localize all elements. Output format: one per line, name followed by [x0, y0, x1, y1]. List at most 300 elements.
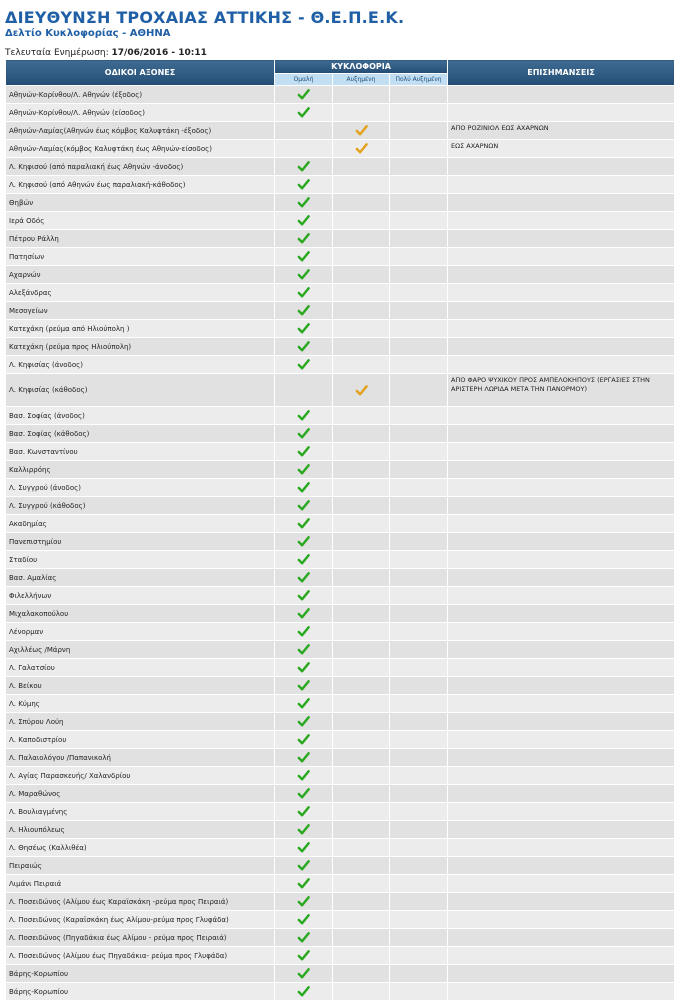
checkmark-icon [297, 268, 310, 281]
table-row [6, 248, 674, 266]
note-cell [448, 248, 674, 266]
checkmark-icon [297, 661, 310, 674]
note-cell [448, 356, 674, 374]
status-normal-cell [275, 122, 333, 140]
road-name: Μεσογείων [6, 302, 275, 320]
status-normal-cell [275, 302, 333, 320]
road-name: Λ. Σπύρου Λούη [6, 713, 275, 731]
status-increased-cell [333, 893, 390, 911]
table-row [6, 338, 674, 356]
status-very-high-cell [390, 461, 448, 479]
status-very-high-cell [390, 785, 448, 803]
status-normal-cell [275, 479, 333, 497]
status-very-high-cell [390, 641, 448, 659]
note-cell [448, 320, 674, 338]
status-normal-cell [275, 461, 333, 479]
road-name: Λ. Κηφισίας (άνοδος) [6, 356, 275, 374]
road-name: Κατεχάκη (ρεύμα από Ηλιούπολη ) [6, 320, 275, 338]
road-name: Ακαδημίας [6, 515, 275, 533]
checkmark-icon [297, 304, 310, 317]
status-normal-cell [275, 425, 333, 443]
table-row [6, 533, 674, 551]
road-name: Λ. Θησέως (Καλλιθέα) [6, 839, 275, 857]
note-cell [448, 461, 674, 479]
checkmark-icon [297, 232, 310, 245]
status-normal-cell [275, 194, 333, 212]
status-normal-cell [275, 497, 333, 515]
status-normal-cell [275, 86, 333, 104]
road-name: Ιερά Οδός [6, 212, 275, 230]
table-row [6, 911, 674, 929]
status-very-high-cell [390, 194, 448, 212]
table-row [6, 677, 674, 695]
checkmark-icon [355, 384, 368, 397]
status-very-high-cell [390, 731, 448, 749]
status-increased-cell [333, 248, 390, 266]
status-increased-cell [333, 587, 390, 605]
status-very-high-cell [390, 443, 448, 461]
status-very-high-cell [390, 140, 448, 158]
table-row [6, 641, 674, 659]
status-increased-cell [333, 803, 390, 821]
status-increased-cell [333, 212, 390, 230]
table-row [6, 785, 674, 803]
checkmark-icon [355, 124, 368, 137]
status-increased-cell [333, 320, 390, 338]
note-cell: ΑΠΟ ΡΟΖΙΝΙΟΛ ΕΩΣ ΑΧΑΡΝΩΝ [448, 122, 674, 140]
status-increased-cell [333, 266, 390, 284]
note-cell [448, 407, 674, 425]
checkmark-icon [297, 733, 310, 746]
status-increased-cell [333, 497, 390, 515]
status-normal-cell [275, 587, 333, 605]
status-very-high-cell [390, 713, 448, 731]
note-cell [448, 785, 674, 803]
road-name: Λ. Γαλατσίου [6, 659, 275, 677]
status-normal-cell [275, 767, 333, 785]
status-normal-cell [275, 659, 333, 677]
status-very-high-cell [390, 374, 448, 407]
note-cell [448, 947, 674, 965]
table-row [6, 893, 674, 911]
checkmark-icon [297, 553, 310, 566]
table-row [6, 104, 674, 122]
status-normal-cell [275, 605, 333, 623]
road-name: Λ. Συγγρού (κάθοδος) [6, 497, 275, 515]
status-normal-cell [275, 641, 333, 659]
table-row [6, 803, 674, 821]
road-name: Αθηνών-Λαμίας(κόμβος Καλυφτάκη έως Αθηνών-είσοδος) [6, 140, 275, 158]
table-row [6, 857, 674, 875]
table-row [6, 122, 674, 140]
status-very-high-cell [390, 248, 448, 266]
status-increased-cell [333, 623, 390, 641]
status-normal-cell [275, 911, 333, 929]
status-increased-cell [333, 983, 390, 1001]
status-very-high-cell [390, 983, 448, 1001]
status-increased-cell [333, 515, 390, 533]
table-row [6, 194, 674, 212]
checkmark-icon [297, 196, 310, 209]
checkmark-icon [297, 517, 310, 530]
status-normal-cell [275, 875, 333, 893]
road-name: Λ. Βουλιαγμένης [6, 803, 275, 821]
checkmark-icon [297, 859, 310, 872]
note-cell [448, 176, 674, 194]
road-name: Καλλιρρόης [6, 461, 275, 479]
table-row [6, 569, 674, 587]
checkmark-icon [297, 358, 310, 371]
status-very-high-cell [390, 893, 448, 911]
status-normal-cell [275, 407, 333, 425]
note-cell [448, 284, 674, 302]
table-row [6, 266, 674, 284]
header-roads: ΟΔΙΚΟΙ ΑΞΟΝΕΣ [6, 60, 275, 86]
road-name: Βάρης-Κορωπίου [6, 965, 275, 983]
status-normal-cell [275, 176, 333, 194]
status-increased-cell [333, 911, 390, 929]
status-increased-cell [333, 731, 390, 749]
status-normal-cell [275, 374, 333, 407]
header-notes: ΕΠΙΣΗΜΑΝΣΕΙΣ [448, 60, 674, 86]
note-cell [448, 731, 674, 749]
checkmark-icon [297, 340, 310, 353]
status-very-high-cell [390, 176, 448, 194]
note-cell [448, 641, 674, 659]
status-increased-cell [333, 176, 390, 194]
table-row [6, 587, 674, 605]
checkmark-icon [297, 409, 310, 422]
checkmark-icon [297, 427, 310, 440]
table-row [6, 461, 674, 479]
note-cell: ΕΩΣ ΑΧΑΡΝΩΝ [448, 140, 674, 158]
road-name: Αχαρνών [6, 266, 275, 284]
status-increased-cell [333, 140, 390, 158]
note-cell [448, 749, 674, 767]
status-very-high-cell [390, 212, 448, 230]
checkmark-icon [297, 949, 310, 962]
table-row [6, 821, 674, 839]
status-normal-cell [275, 230, 333, 248]
note-cell [448, 515, 674, 533]
status-very-high-cell [390, 677, 448, 695]
checkmark-icon [297, 787, 310, 800]
road-name: Πανεπιστημίου [6, 533, 275, 551]
last-update-value: 17/06/2016 - 10:11 [112, 48, 207, 58]
table-row [6, 623, 674, 641]
table-row [6, 713, 674, 731]
table-row [6, 749, 674, 767]
table-row [6, 425, 674, 443]
checkmark-icon [297, 463, 310, 476]
status-normal-cell [275, 623, 333, 641]
note-cell [448, 158, 674, 176]
status-very-high-cell [390, 425, 448, 443]
checkmark-icon [297, 625, 310, 638]
road-name: Αθηνών-Λαμίας(Αθηνών έως κόμβος Καλυφτάκη -έξοδος) [6, 122, 275, 140]
status-very-high-cell [390, 695, 448, 713]
status-very-high-cell [390, 947, 448, 965]
page-subtitle: Δελτίο Κυκλοφορίας - ΑΘΗΝΑ [5, 28, 170, 39]
status-very-high-cell [390, 497, 448, 515]
status-increased-cell [333, 767, 390, 785]
road-name: Λένορμαν [6, 623, 275, 641]
status-increased-cell [333, 947, 390, 965]
status-increased-cell [333, 461, 390, 479]
status-very-high-cell [390, 623, 448, 641]
traffic-table [5, 59, 674, 1001]
status-normal-cell [275, 320, 333, 338]
status-increased-cell [333, 230, 390, 248]
status-increased-cell [333, 695, 390, 713]
road-name: Αχιλλέως /Μάρνη [6, 641, 275, 659]
table-row [6, 140, 674, 158]
status-very-high-cell [390, 407, 448, 425]
checkmark-icon [355, 142, 368, 155]
note-cell [448, 479, 674, 497]
road-name: Λ. Κηφισού (από Αθηνών έως παραλιακή-κάθοδος) [6, 176, 275, 194]
note-cell [448, 194, 674, 212]
table-row [6, 479, 674, 497]
status-very-high-cell [390, 533, 448, 551]
checkmark-icon [297, 481, 310, 494]
checkmark-icon [297, 769, 310, 782]
status-normal-cell [275, 947, 333, 965]
status-increased-cell [333, 659, 390, 677]
status-very-high-cell [390, 479, 448, 497]
status-increased-cell [333, 479, 390, 497]
note-cell [448, 266, 674, 284]
status-normal-cell [275, 266, 333, 284]
road-name: Κατεχάκη (ρεύμα προς Ηλιούπολη) [6, 338, 275, 356]
checkmark-icon [297, 643, 310, 656]
status-increased-cell [333, 857, 390, 875]
table-row [6, 374, 674, 407]
status-very-high-cell [390, 284, 448, 302]
table-row [6, 839, 674, 857]
checkmark-icon [297, 895, 310, 908]
status-increased-cell [333, 338, 390, 356]
checkmark-icon [297, 160, 310, 173]
table-row [6, 965, 674, 983]
status-increased-cell [333, 713, 390, 731]
note-cell [448, 857, 674, 875]
table-row [6, 302, 674, 320]
checkmark-icon [297, 178, 310, 191]
road-name: Θηβών [6, 194, 275, 212]
status-normal-cell [275, 356, 333, 374]
note-cell [448, 767, 674, 785]
note-cell [448, 425, 674, 443]
status-very-high-cell [390, 821, 448, 839]
status-normal-cell [275, 785, 333, 803]
status-increased-cell [333, 158, 390, 176]
road-name: Λ. Βείκου [6, 677, 275, 695]
table-row [6, 230, 674, 248]
table-row [6, 659, 674, 677]
road-name: Λ. Ποσειδώνος (Πηγαδάκια έως Αλίμου - ρεύμα προς Πειραιά) [6, 929, 275, 947]
note-cell [448, 443, 674, 461]
note-cell [448, 983, 674, 1001]
status-very-high-cell [390, 104, 448, 122]
checkmark-icon [297, 985, 310, 998]
road-name: Λ. Ποσειδώνος (Αλίμου έως Πηγαδάκια- ρεύμα προς Γλυφάδα) [6, 947, 275, 965]
status-very-high-cell [390, 875, 448, 893]
table-row [6, 443, 674, 461]
road-name: Λ. Μαραθώνος [6, 785, 275, 803]
status-normal-cell [275, 338, 333, 356]
checkmark-icon [297, 535, 310, 548]
checkmark-icon [297, 697, 310, 710]
status-very-high-cell [390, 320, 448, 338]
status-normal-cell [275, 821, 333, 839]
checkmark-icon [297, 823, 310, 836]
status-increased-cell [333, 875, 390, 893]
status-increased-cell [333, 443, 390, 461]
note-cell [448, 623, 674, 641]
status-normal-cell [275, 731, 333, 749]
table-row [6, 212, 674, 230]
status-normal-cell [275, 533, 333, 551]
status-very-high-cell [390, 356, 448, 374]
status-normal-cell [275, 569, 333, 587]
road-name: Βασ. Κωνσταντίνου [6, 443, 275, 461]
status-very-high-cell [390, 803, 448, 821]
status-increased-cell [333, 569, 390, 587]
road-name: Αλεξάνδρας [6, 284, 275, 302]
status-normal-cell [275, 140, 333, 158]
status-normal-cell [275, 677, 333, 695]
note-cell [448, 803, 674, 821]
status-increased-cell [333, 302, 390, 320]
status-very-high-cell [390, 749, 448, 767]
status-very-high-cell [390, 230, 448, 248]
status-normal-cell [275, 965, 333, 983]
status-increased-cell [333, 749, 390, 767]
table-row [6, 497, 674, 515]
note-cell [448, 659, 674, 677]
status-increased-cell [333, 374, 390, 407]
road-name: Λ. Συγγρού (άνοδος) [6, 479, 275, 497]
status-very-high-cell [390, 266, 448, 284]
last-update [5, 48, 207, 58]
note-cell [448, 497, 674, 515]
checkmark-icon [297, 805, 310, 818]
road-name: Λ. Κηφισού (από παραλιακή έως Αθηνών -άνοδος) [6, 158, 275, 176]
status-normal-cell [275, 713, 333, 731]
note-cell [448, 212, 674, 230]
status-very-high-cell [390, 965, 448, 983]
table-row [6, 284, 674, 302]
note-cell [448, 302, 674, 320]
note-cell [448, 875, 674, 893]
checkmark-icon [297, 214, 310, 227]
note-cell [448, 587, 674, 605]
note-cell [448, 569, 674, 587]
table-row [6, 407, 674, 425]
status-increased-cell [333, 194, 390, 212]
checkmark-icon [297, 499, 310, 512]
status-increased-cell [333, 407, 390, 425]
status-increased-cell [333, 356, 390, 374]
road-name: Πειραιώς [6, 857, 275, 875]
status-normal-cell [275, 893, 333, 911]
road-name: Μιχαλακοπούλου [6, 605, 275, 623]
status-normal-cell [275, 248, 333, 266]
road-name: Λ. Κύμης [6, 695, 275, 713]
checkmark-icon [297, 589, 310, 602]
status-normal-cell [275, 839, 333, 857]
checkmark-icon [297, 571, 310, 584]
road-name: Σταδίου [6, 551, 275, 569]
status-increased-cell [333, 965, 390, 983]
note-cell [448, 533, 674, 551]
checkmark-icon [297, 250, 310, 263]
road-name: Λ. Ηλιουπόλεως [6, 821, 275, 839]
road-name: Πέτρου Ράλλη [6, 230, 275, 248]
road-name: Αθηνών-Κορίνθου/Λ. Αθηνών (έξοδος) [6, 86, 275, 104]
status-increased-cell [333, 839, 390, 857]
status-normal-cell [275, 749, 333, 767]
table-row [6, 515, 674, 533]
status-increased-cell [333, 122, 390, 140]
status-very-high-cell [390, 857, 448, 875]
road-name: Λ. Κηφισίας (κάθοδος) [6, 374, 275, 407]
table-row [6, 983, 674, 1001]
road-name: Φιλελλήνων [6, 587, 275, 605]
header-increased: Αυξημένη [333, 73, 390, 85]
status-very-high-cell [390, 605, 448, 623]
table-row [6, 86, 674, 104]
checkmark-icon [297, 715, 310, 728]
table-row [6, 356, 674, 374]
table-row [6, 731, 674, 749]
checkmark-icon [297, 607, 310, 620]
status-normal-cell [275, 104, 333, 122]
header-normal: Ομαλή [275, 73, 333, 85]
note-cell [448, 695, 674, 713]
road-name: Λ. Καποδιστρίου [6, 731, 275, 749]
status-increased-cell [333, 785, 390, 803]
note-cell [448, 821, 674, 839]
status-increased-cell [333, 551, 390, 569]
table-row [6, 605, 674, 623]
status-very-high-cell [390, 515, 448, 533]
status-very-high-cell [390, 302, 448, 320]
table-row [6, 875, 674, 893]
status-very-high-cell [390, 587, 448, 605]
status-increased-cell [333, 677, 390, 695]
road-name: Βασ. Αμαλίας [6, 569, 275, 587]
note-cell: ΑΠΟ ΦΑΡΟ ΨΥΧΙΚΟΥ ΠΡΟΣ ΑΜΠΕΛΟΚΗΠΟΥΣ (ΕΡΓΑΣΙΕΣ ΣΤΗΝ ΑΡΙΣΤΕΡΗ ΛΩΡΙΔΑ ΜΕΤΑ ΤΗΝ ΠΑΝΟΡΜΟΥ) [448, 374, 674, 407]
status-increased-cell [333, 104, 390, 122]
road-name: Λιμάνι Πειραιά [6, 875, 275, 893]
status-very-high-cell [390, 839, 448, 857]
table-row [6, 947, 674, 965]
checkmark-icon [297, 88, 310, 101]
status-normal-cell [275, 284, 333, 302]
table-row [6, 176, 674, 194]
traffic-rows [6, 86, 674, 1001]
status-normal-cell [275, 515, 333, 533]
status-normal-cell [275, 158, 333, 176]
road-name: Αθηνών-Κορίνθου/Λ. Αθηνών (είσοδος) [6, 104, 275, 122]
checkmark-icon [297, 931, 310, 944]
road-name: Πατησίων [6, 248, 275, 266]
road-name: Λ. Ποσειδώνος (Αλίμου έως Καραϊσκάκη -ρεύμα προς Πειραιά) [6, 893, 275, 911]
table-row [6, 695, 674, 713]
table-row [6, 320, 674, 338]
